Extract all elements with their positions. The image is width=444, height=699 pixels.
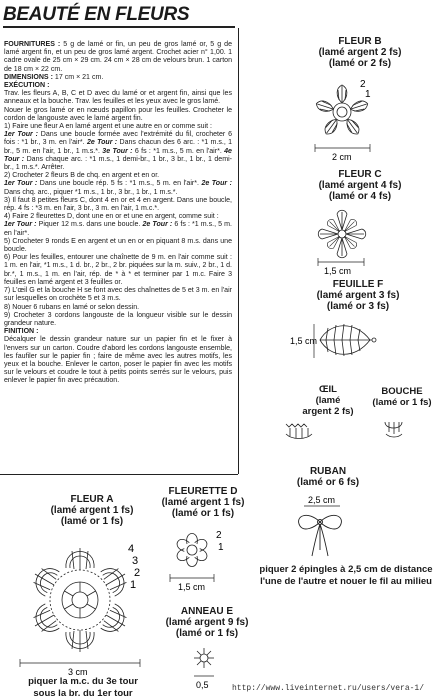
ruban-caption: [286, 466, 370, 488]
bouche-title: BOUCHE: [381, 386, 423, 397]
fleurette-d-dimension: 1,5 cm: [178, 582, 206, 592]
execution-label: EXÉCUTION :: [4, 82, 50, 90]
oeil-title: ŒIL: [319, 384, 337, 395]
fleur-c-dimension: 1,5 cm: [324, 266, 352, 276]
fleur-c-title: FLEUR C: [338, 169, 382, 180]
fleurette-d-diagram: [164, 522, 234, 592]
fleur-b-silver: (lamé argent 2 fs): [318, 47, 402, 58]
round-label: 2e Tour :: [86, 139, 118, 147]
fleur-b-mark-2: 2: [360, 79, 366, 90]
finishing-label: FINITION :: [4, 328, 39, 336]
fleur-a-mark-4: 4: [128, 543, 135, 555]
round-label: 2e Tour :: [201, 180, 232, 188]
anneau-e-diagram: [186, 640, 226, 696]
dimensions-label: DIMENSIONS :: [4, 73, 53, 81]
ruban-dimension: 2,5 cm: [308, 495, 336, 505]
fleurette-d-caption: [158, 486, 248, 519]
fleur-a-silver: (lamé argent 1 fs): [50, 505, 134, 516]
anneau-e-gold: (lamé or 1 fs): [175, 628, 239, 639]
feuille-f-caption: [296, 279, 420, 312]
step-4: 4) Faire 2 fleurettes D, dont une en or et une en argent, comme suit :: [4, 213, 219, 221]
round-label: 1er Tour :: [4, 131, 38, 139]
anneau-e-silver: (lamé argent 9 fs): [165, 617, 249, 628]
dimensions-text: 17 cm × 21 cm.: [54, 73, 104, 81]
fleur-a-note-1: piquer la m.c. du 3e tour: [28, 676, 138, 687]
title-underline: [3, 26, 235, 28]
step-8: 8) Nouer 6 rubans en lamé or selon dessin.: [4, 303, 140, 311]
supplies-text: 5 g de lamé or fin, un peu de gros lamé or, 5 g de lamé argent fin, et un peu de gros lamé argent. Crochet acier n° 1,00. 1 cadre ovale de 25 cm × 29 cm. 24 cm × 28 cm de velours brun. 1 carton de 18 cm × 22 cm.: [4, 41, 232, 73]
fleur-b-caption: [300, 36, 420, 69]
step-2-round-2: Dans chq. arc., piquer *1 m.s., 1 br., 3 br., 1 br., 1 m.s.*.: [4, 188, 178, 196]
fleur-c-caption: [298, 169, 422, 202]
fleur-a-mark-3: 3: [132, 555, 139, 567]
anneau-e-caption: [160, 606, 254, 639]
oeil-caption: [288, 384, 368, 417]
bouche-diagram: [382, 418, 412, 442]
fleurette-d-mark-2: 2: [216, 530, 222, 541]
oeil-diagram: [284, 420, 320, 444]
step-6: 6) Pour les feuilles, entourer une chaînette de 9 m. en l'air comme suit : 1 m. en l'air, *1 m.s., 1 d. br., 2 br., 2 br. piquées sur la m. suiv., 2 br., 1 d. br.*, 1 m.s., 1 m. en l'air, rép. de * à * et terminer par 1 m.c. Faire 3 feuilles en lamé argent et 3 feuilles or.: [4, 254, 232, 286]
step-5: 5) Crocheter 9 ronds E en argent et un en or en piquant 8 m.s. dans une boucle.: [4, 237, 232, 254]
fleurette-d-silver: (lamé argent 1 fs): [161, 497, 245, 508]
feuille-f-diagram: [290, 318, 390, 368]
fleurette-d-mark-1: 1: [218, 542, 224, 553]
feuille-f-gold: (lamé or 3 fs): [326, 301, 390, 312]
bouche-caption: [360, 386, 444, 408]
page-title: BEAUTÉ EN FLEURS: [3, 4, 190, 25]
fleur-c-diagram: [312, 204, 382, 279]
step-1-round-3: 6 fs : *1 m.s., 5 m. en l'air*.: [134, 147, 222, 155]
text-box-border: [238, 28, 239, 474]
finishing-text: Décalquer le dessin grandeur nature sur un papier fin et le fixer à l'envers sur un carton. Coudre d'abord les cordons langouste ensemble, les faufiler sur le papier fin ; faire de même avec les autres motifs, les yeux et la bouche. Enlever le carton, poser le papier fin avec les motifs sur le velours et coudre le tout à petits points serrés sur le velours, puis enlever le papier fin avec précaution.: [4, 336, 232, 385]
fleur-a-title: FLEUR A: [70, 494, 114, 505]
text-box-bottom-border: [0, 474, 238, 475]
fleur-c-gold: (lamé or 4 fs): [328, 191, 392, 202]
step-7: 7) L'œil G et la bouche H se font avec des chaînettes de 5 et 3 m. en l'air sur lesquelles on crochète 5 et 3 m.s.: [4, 287, 232, 303]
step-2-round-1: Dans une boucle rép. 5 fs : *1 m.s., 5 m. en l'air*.: [39, 180, 199, 188]
ruban-title: RUBAN: [309, 466, 347, 477]
feuille-f-silver: (lamé argent 3 fs): [316, 290, 400, 301]
fleur-a-gold: (lamé or 1 fs): [60, 516, 124, 527]
fleur-a-mark-2: 2: [134, 567, 141, 579]
knot-text: Nouer le gros lamé or en nœuds papillon pour les feuilles. Crocheter le cordon de langouste avec le lamé argent fin.: [4, 106, 232, 122]
anneau-e-dimension: 0,5: [196, 680, 209, 690]
round-label: 2e Tour :: [142, 221, 173, 229]
fleur-a-note-2: sous la br. du 1er tour: [33, 687, 133, 699]
source-url: http://www.liveinternet.ru/users/vera-1/: [232, 684, 425, 693]
fleur-a-note: [18, 676, 148, 699]
fleur-a-mark-1: 1: [130, 579, 137, 591]
fleur-a-caption: [32, 494, 152, 527]
round-label: 4e Tour :: [4, 147, 232, 163]
feuille-f-title: FEUILLE F: [332, 279, 384, 290]
fleur-c-silver: (lamé argent 4 fs): [318, 180, 402, 191]
instructions-text: [4, 41, 232, 386]
supplies-label: FOURNITURES :: [4, 41, 61, 48]
step-9: 9) Crocheter 3 cordons langouste de la longueur visible sur le dessin grandeur nature.: [4, 311, 232, 327]
ruban-diagram: [290, 492, 360, 562]
step-1-round-1: Dans une boucle formée avec l'extrémité du fil, crocheter 6 fois : *1 br., 3 m. en l'air*.: [4, 131, 233, 147]
step-4-round-1: Piquer 12 m.s. dans une boucle.: [38, 221, 141, 229]
step-1-round-2: Dans chacun des 6 arc. : *1 m.s., 1 br., 5 m. en l'air, 1 br., 1 m.s.*.: [4, 139, 233, 155]
fleur-b-title: FLEUR B: [338, 36, 382, 47]
round-label: 1er Tour :: [4, 221, 37, 229]
fleur-b-diagram: [310, 72, 390, 162]
anneau-e-title: ANNEAU E: [180, 606, 234, 617]
fleur-b-dimension: 2 cm: [332, 152, 352, 162]
oeil-line-2: argent 2 fs): [302, 406, 354, 417]
round-label: 1er Tour :: [4, 180, 38, 188]
step-1-round-4: Dans chaque arc. : *1 m.s., 1 demi-br., 1 br., 3 br., 1 br., 1 demi-br., 1 m.s.*. Arrêter.: [4, 155, 232, 172]
round-label: 3e Tour :: [102, 147, 133, 155]
bouche-line-1: (lamé or 1 fs): [372, 397, 432, 408]
step-4-round-2: 6 fs : *1 m.s., 5 m. en l'air*.: [4, 221, 232, 237]
fleurette-d-gold: (lamé or 1 fs): [171, 508, 235, 519]
step-2: 2) Crocheter 2 fleurs B de chq. en argent et en or.: [4, 172, 160, 180]
oeil-line-1: (lamé: [315, 395, 341, 406]
fleurette-d-title: FLEURETTE D: [168, 486, 238, 497]
execution-text: Trav. les fleurs A, B, C et D avec du lamé or et argent fin, ainsi que les anneaux et la bouche. Trav. les feuilles et les yeux avec le gros lamé.: [4, 90, 232, 106]
step-3: 3) Il faut 8 petites fleurs C, dont 4 en or et 4 en argent. Dans une boucle, rép. 4 fs : *3 m. en l'air, 3 br., 3 m. en l'air, 1 m.c.*.: [4, 196, 232, 213]
fleur-a-diagram: [10, 528, 160, 678]
fleur-b-gold: (lamé or 2 fs): [328, 58, 392, 69]
feuille-f-dimension: 1,5 cm: [290, 336, 318, 346]
fleur-a-dimension: 3 cm: [68, 667, 88, 677]
step-1: 1) Faire une fleur A en lamé argent et une autre en or comme suit :: [4, 123, 212, 131]
fleur-b-mark-1: 1: [365, 89, 371, 100]
ruban-line-1: (lamé or 6 fs): [296, 477, 360, 488]
ruban-note: piquer 2 épingles à 2,5 cm de distance l'une de l'autre et nouer le fil au milieu: [259, 564, 433, 587]
